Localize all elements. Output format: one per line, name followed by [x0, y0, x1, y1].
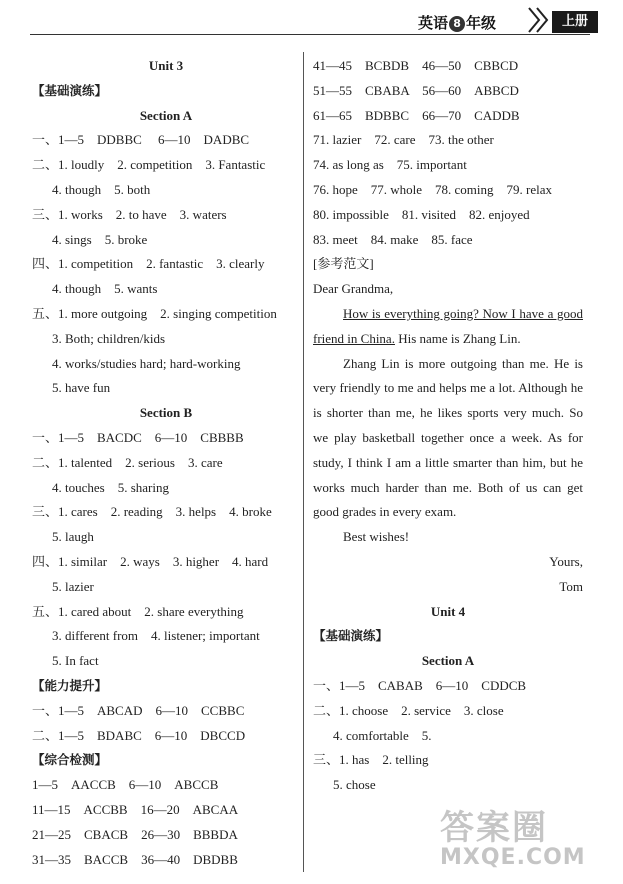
answer-line: 二、1. talented 2. serious 3. care: [32, 454, 223, 470]
section-heading: Section B: [139, 405, 193, 421]
answer-line: 5. laugh: [52, 529, 94, 545]
answer-line: 一、1—5 BACDC 6—10 CBBBB: [32, 429, 244, 445]
page-header: [0, 0, 623, 42]
answer-line: 83. meet 84. make 85. face: [313, 231, 473, 247]
answer-line: 4. comfortable 5.: [333, 727, 432, 743]
answer-list-continued: [313, 54, 583, 302]
answer-line: 11—15 ACCBB 16—20 ABCAA: [32, 801, 239, 817]
letter-signoff: Yours,: [549, 553, 583, 569]
answer-line: 4. works/studies hard; hard-working: [52, 355, 241, 371]
answer-line: 76. hope 77. whole 78. coming 79. relax: [313, 181, 553, 197]
answer-line: 三、1. works 2. to have 3. waters: [32, 206, 227, 222]
answer-line: 三、1. cares 2. reading 3. helps 4. broke: [32, 504, 272, 520]
left-column: [32, 54, 300, 872]
answer-line: 一、1—5 DDBBC 6—10 DADBC: [32, 132, 250, 148]
letter-text: His name is Zhang Lin.: [394, 330, 521, 346]
letter-signature: Tom: [559, 578, 583, 594]
answer-line: 二、1. loudly 2. competition 3. Fantastic: [32, 157, 266, 173]
answer-line: 三、1. has 2. telling: [313, 752, 429, 768]
answer-line: 一、1—5 ABCAD 6—10 CCBBC: [32, 702, 245, 718]
answer-line: 4. sings 5. broke: [52, 231, 148, 247]
answer-line: 5. chose: [333, 777, 376, 793]
answer-line: 四、1. competition 2. fantastic 3. clearly: [32, 256, 265, 272]
answer-line: 二、1. choose 2. service 3. close: [313, 702, 504, 718]
answer-line: 1—5 AACCB 6—10 ABCCB: [32, 777, 219, 793]
answer-line: 3. Both; children/kids: [52, 330, 166, 346]
section-heading: Unit 4: [430, 603, 466, 619]
right-column: [313, 54, 583, 798]
answer-line: 五、1. more outgoing 2. singing competition: [32, 305, 277, 321]
answer-line: [参考范文]: [313, 256, 374, 272]
section-label: 【基础演练】: [313, 628, 389, 644]
answer-line: 五、1. cared about 2. share everything: [32, 603, 244, 619]
answer-line: 5. have fun: [52, 380, 111, 396]
answer-line: 4. though 5. both: [52, 181, 151, 197]
answer-line: 一、1—5 CABAB 6—10 CDDCB: [313, 677, 527, 693]
answer-line: 3. different from 4. listener; important: [52, 628, 260, 644]
section-heading: Unit 3: [148, 58, 184, 73]
answer-line: 4. touches 5. sharing: [52, 479, 169, 495]
answer-line: 80. impossible 81. visited 82. enjoyed: [313, 206, 530, 222]
answer-line: 71. lazier 72. care 73. the other: [313, 132, 494, 148]
unit4-answers: [313, 600, 583, 798]
underlined-sentence: How is everything going? Now I have a good friend in China.: [313, 305, 583, 346]
answer-line: 51—55 CBABA 56—60 ABBCD: [313, 82, 519, 98]
section-label: 【能力提升】: [32, 677, 108, 693]
watermark-text: 答案圈: [440, 808, 548, 848]
grade-label: 年级: [466, 14, 497, 32]
subject-label: 英语: [418, 14, 449, 32]
section-label: 【综合检测】: [32, 752, 108, 768]
header-rule: [30, 34, 590, 35]
section-label: 【基础演练】: [32, 82, 108, 98]
watermark: [440, 800, 586, 870]
column-divider: [303, 52, 304, 872]
answer-line: 4. though 5. wants: [52, 281, 158, 297]
answer-line: 61—65 BDBBC 66—70 CADDB: [313, 107, 520, 123]
answer-line: 41—45 BCBDB 46—50 CBBCD: [313, 58, 519, 73]
answer-line: Dear Grandma,: [313, 281, 394, 297]
answer-line: 31—35 BACCB 36—40 DBDBB: [32, 851, 238, 867]
answer-line: 5. lazier: [52, 578, 94, 594]
answer-line: 21—25 CBACB 26—30 BBBDA: [32, 826, 238, 842]
section-heading: Section A: [139, 107, 193, 123]
answer-line: 74. as long as 75. important: [313, 157, 467, 173]
grade-number-badge: 8: [449, 16, 465, 32]
double-chevron-icon: [527, 6, 551, 34]
answer-line: 二、1—5 BDABC 6—10 DBCCD: [32, 727, 246, 743]
volume-badge: 上册: [552, 11, 598, 33]
book-title: [418, 12, 496, 33]
answer-line: 四、1. similar 2. ways 3. higher 4. hard: [32, 553, 269, 569]
answer-line: 5. In fact: [52, 653, 99, 669]
section-heading: Section A: [421, 653, 475, 669]
letter-paragraph-1: [313, 302, 583, 352]
letter-paragraph-2: Zhang Lin is more outgoing than me. He is very friendly to me and helps me a lot. Although he is shorter than me, he likes sports very much. So we play basketball together once a week. As for study, I think I am a little smarter than him, but he works much harder than me. Both of us can get good grades in every exam.: [313, 355, 583, 520]
letter-closing: Best wishes!: [343, 529, 410, 545]
watermark-url: MXQE.COM: [440, 845, 586, 870]
